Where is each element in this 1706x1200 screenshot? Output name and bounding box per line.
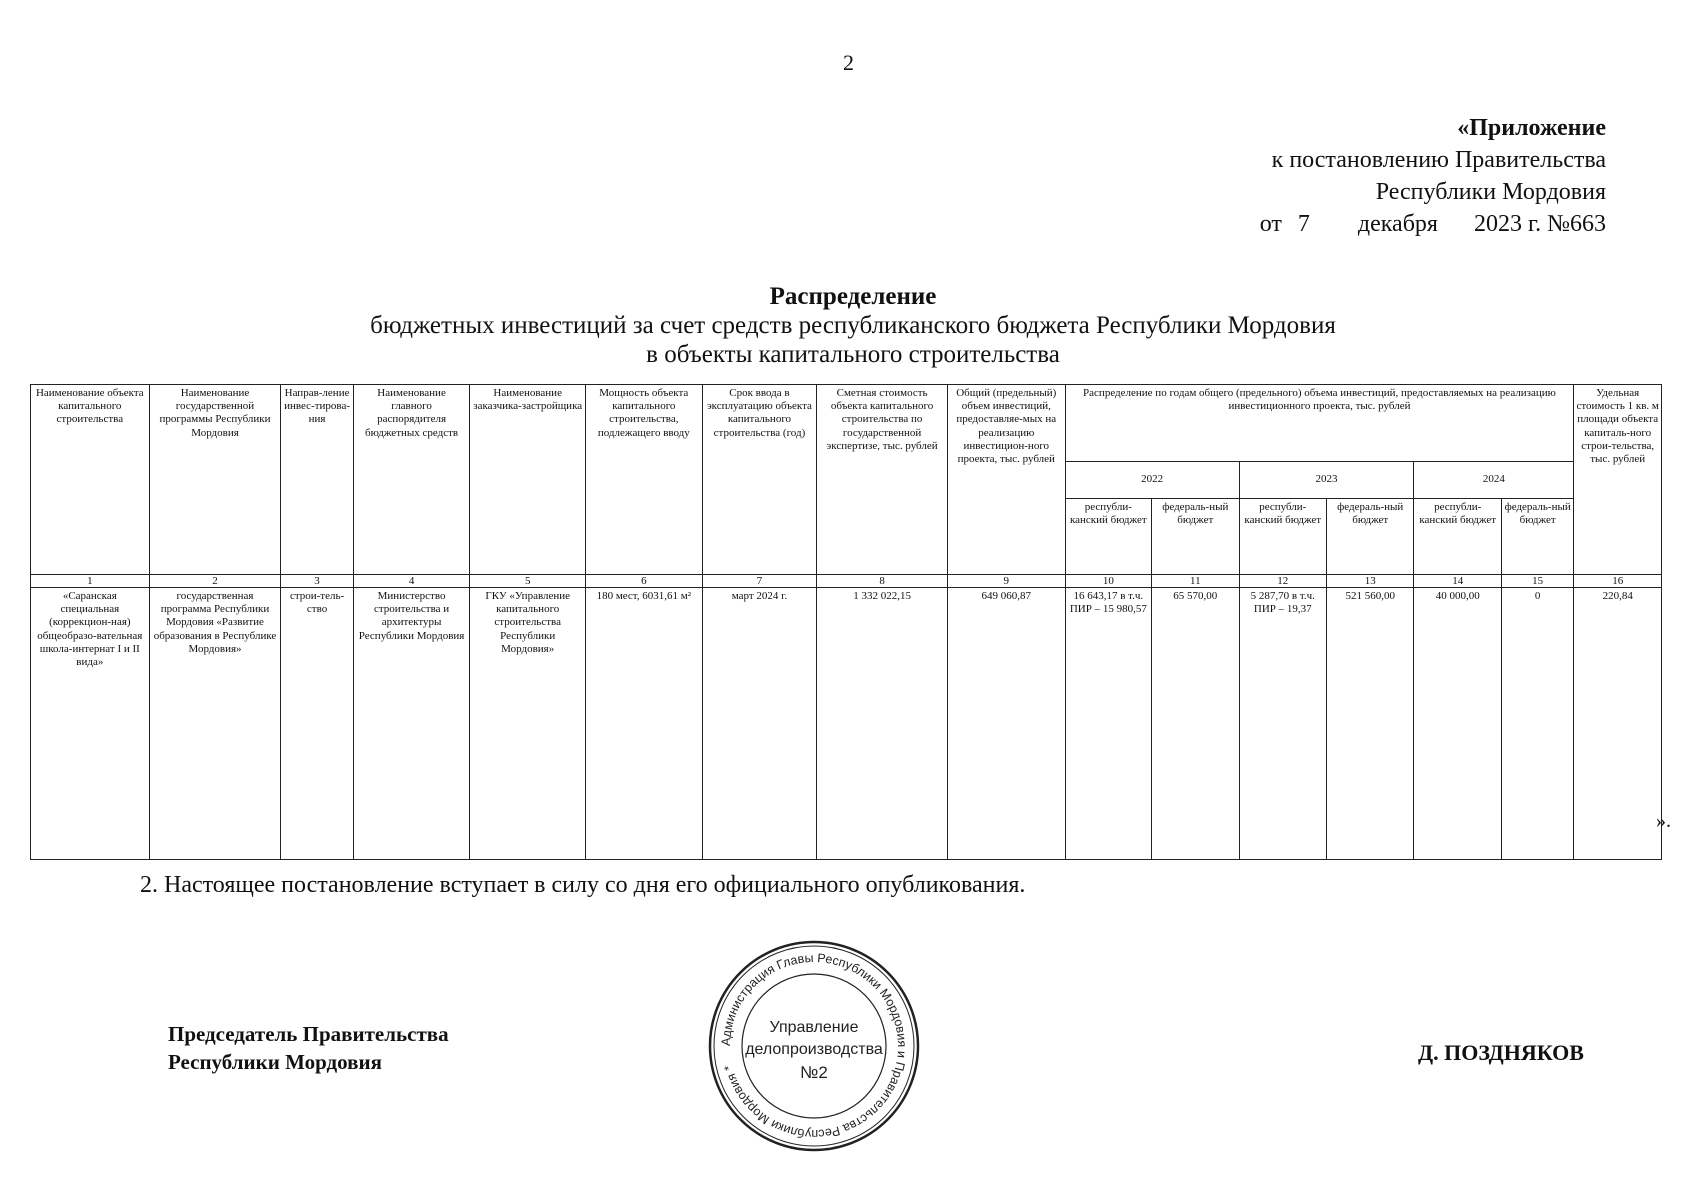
cell-2024-federal: 0	[1501, 588, 1573, 860]
header-year-2024: 2024	[1414, 462, 1574, 499]
heading-line-2: в объекты капитального строительства	[646, 341, 1060, 368]
stamp-ring-textpath: Администрация Главы Республики Мордовия и Правительства Республики Мордовия *	[718, 950, 910, 1142]
column-number: 15	[1501, 575, 1573, 588]
column-number: 3	[281, 575, 353, 588]
column-number: 14	[1414, 575, 1501, 588]
document-heading	[0, 282, 1706, 369]
page-number: 2	[843, 50, 854, 75]
column-number: 1	[31, 575, 150, 588]
header-program: Наименование государственной программы Республики Мордовия	[149, 385, 281, 575]
header-estimated-cost: Сметная стоимость объекта капитального строительства по государственной экспертизе, тыс. рублей	[817, 385, 948, 575]
header-2022-federal: федераль-ный бюджет	[1152, 499, 1239, 575]
column-number: 12	[1239, 575, 1326, 588]
appendix-title: «Приложение	[1457, 115, 1606, 141]
column-number: 6	[586, 575, 703, 588]
column-number: 9	[947, 575, 1065, 588]
cell-administrator: Министерство строительства и архитектуры Республики Мордовия	[353, 588, 470, 860]
column-number: 8	[817, 575, 948, 588]
header-2023-federal: федераль-ный бюджет	[1327, 499, 1414, 575]
column-number-row	[31, 575, 1662, 588]
column-number: 7	[702, 575, 817, 588]
appendix-line-2: Республики Мордовия	[1375, 179, 1606, 205]
cell-direction: строи-тель-ство	[281, 588, 353, 860]
header-year-2023: 2023	[1239, 462, 1414, 499]
stamp-line-1: Управление	[769, 1019, 859, 1036]
cell-2022-republic: 16 643,17 в т.ч. ПИР – 15 980,57	[1065, 588, 1151, 860]
header-direction: Направ-ление инвес-тирова-ния	[281, 385, 353, 575]
appendix-block	[1260, 112, 1606, 240]
column-number: 2	[149, 575, 281, 588]
cell-total-volume: 649 060,87	[947, 588, 1065, 860]
cell-capacity: 180 мест, 6031,61 м²	[586, 588, 703, 860]
cell-object-name: «Саранская специальная (коррекцион-ная) общеобразо-вательная школа-интернат I и II вида»	[31, 588, 150, 860]
heading-title: Распределение	[769, 283, 937, 310]
point-2-text: 2. Настоящее постановление вступает в силу со дня его официального опубликования.	[140, 872, 1026, 898]
signer-title	[168, 1020, 449, 1076]
header-2022-republic: республи-канский бюджет	[1065, 499, 1151, 575]
cell-2023-republic: 5 287,70 в т.ч. ПИР – 19,37	[1239, 588, 1326, 860]
header-2023-republic: республи-канский бюджет	[1239, 499, 1326, 575]
heading-line-1: бюджетных инвестиций за счет средств республиканского бюджета Республики Мордовия	[370, 312, 1336, 339]
date-prefix: от	[1259, 211, 1282, 237]
signer-title-line-2: Республики Мордовия	[168, 1050, 382, 1074]
stamp-line-3: №2	[800, 1063, 828, 1082]
header-commission-date: Срок ввода в эксплуатацию объекта капитального строительства (год)	[702, 385, 817, 575]
cell-2023-federal: 521 560,00	[1327, 588, 1414, 860]
date-month: декабря	[1357, 211, 1438, 237]
cell-estimated-cost: 1 332 022,15	[817, 588, 948, 860]
cell-commission-date: март 2024 г.	[702, 588, 817, 860]
header-capacity: Мощность объекта капитального строительства, подлежащего вводу	[586, 385, 703, 575]
header-year-2022: 2022	[1065, 462, 1239, 499]
signer-name: Д. ПОЗДНЯКОВ	[1418, 1040, 1584, 1065]
signer-title-line-1: Председатель Правительства	[168, 1022, 449, 1046]
column-number: 5	[470, 575, 586, 588]
header-total-volume: Общий (предельный) объем инвестиций, предоставляе-мых на реализацию инвестицион-ного проекта, тыс. рублей	[947, 385, 1065, 575]
column-number: 10	[1065, 575, 1151, 588]
header-object-name: Наименование объекта капитального строительства	[31, 385, 150, 575]
appendix-date-line	[1260, 208, 1606, 240]
cell-2024-republic: 40 000,00	[1414, 588, 1501, 860]
cell-customer: ГКУ «Управление капитального строительства Республики Мордовия»	[470, 588, 586, 860]
appendix-line-1: к постановлению Правительства	[1271, 147, 1606, 173]
official-stamp	[706, 938, 922, 1154]
date-day: 7	[1297, 211, 1310, 237]
column-number: 11	[1152, 575, 1239, 588]
column-number: 4	[353, 575, 470, 588]
table-row	[31, 588, 1662, 860]
header-distribution: Распределение по годам общего (предельного) объема инвестиций, предоставляемых на реализацию инвестиционного проекта, тыс. рублей	[1065, 385, 1574, 462]
cell-program: государственная программа Республики Мордовия «Развитие образования в Республике Мордовия»	[149, 588, 281, 860]
date-year-number: 2023 г. №663	[1473, 211, 1606, 237]
column-number: 16	[1574, 575, 1662, 588]
stamp-line-2: делопроизводства	[745, 1041, 883, 1058]
closing-quote: ».	[1656, 810, 1671, 832]
header-2024-federal: федераль-ный бюджет	[1501, 499, 1573, 575]
header-2024-republic: республи-канский бюджет	[1414, 499, 1501, 575]
header-row-1	[31, 385, 1662, 462]
cell-2022-federal: 65 570,00	[1152, 588, 1239, 860]
cell-unit-cost: 220,84	[1574, 588, 1662, 860]
header-administrator: Наименование главного распорядителя бюджетных средств	[353, 385, 470, 575]
header-customer: Наименование заказчика-застройщика	[470, 385, 586, 575]
header-unit-cost: Удельная стоимость 1 кв. м площади объекта капиталь-ного строи-тельства, тыс. рублей	[1574, 385, 1662, 575]
investment-table	[30, 384, 1662, 860]
column-number: 13	[1327, 575, 1414, 588]
